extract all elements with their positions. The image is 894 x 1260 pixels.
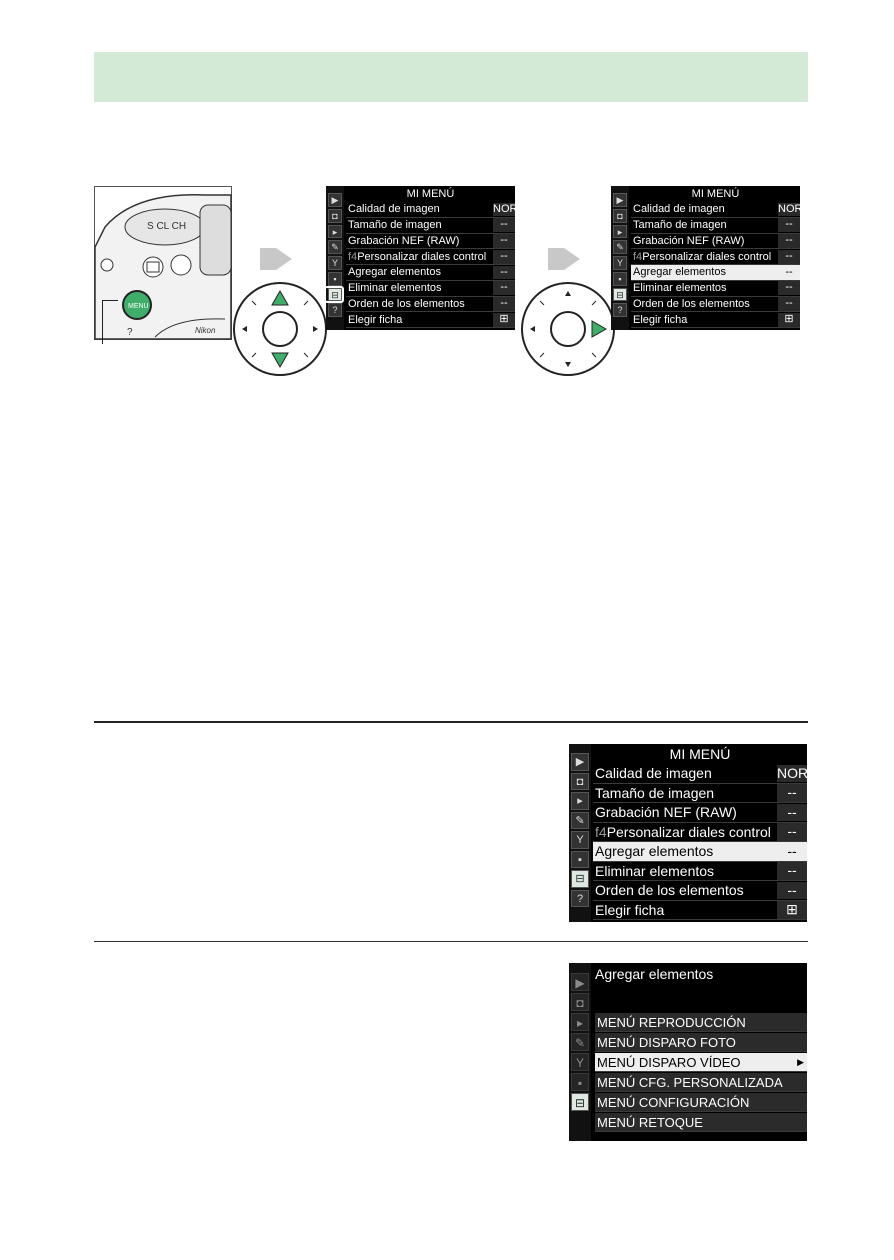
menu-item-value: NORM [777, 764, 820, 781]
menu-item-label: Calidad de imagen [595, 765, 712, 782]
menu-item-label: Grabación NEF (RAW) [595, 804, 737, 821]
submenu-item-label: MENÚ DISPARO VÍDEO [597, 1054, 741, 1070]
menu-item[interactable] [593, 862, 807, 882]
menu-title: Agregar elementos [595, 966, 714, 982]
camera-tab-icon[interactable]: ◘ [571, 773, 589, 791]
menu-item-value: ⊞ [493, 313, 515, 327]
wrench-tab-icon[interactable]: Y [571, 831, 589, 849]
section-header-band [94, 52, 808, 102]
callout-leader-line [102, 300, 103, 344]
menu-item[interactable] [631, 297, 800, 313]
movie-tab-icon[interactable]: ▸ [571, 1013, 589, 1031]
menu-item-label: Elegir ficha [633, 313, 688, 326]
submenu-item-label: MENÚ RETOQUE [597, 1114, 703, 1130]
mymenu-tab-icon[interactable]: ⊟ [328, 288, 342, 302]
movie-tab-icon[interactable]: ▸ [613, 225, 627, 239]
menu-item-value: -- [777, 882, 807, 900]
menu-item[interactable] [593, 764, 820, 784]
menu-item[interactable] [346, 234, 515, 250]
menu-item[interactable] [631, 312, 800, 328]
submenu-item[interactable] [595, 1073, 807, 1092]
submenu-item-label: MENÚ CFG. PERSONALIZADA [597, 1074, 783, 1090]
playback-tab-icon[interactable]: ▶ [328, 193, 342, 207]
section-divider [94, 941, 808, 942]
menu-item-value: -- [778, 250, 800, 264]
menu-tab-column [611, 186, 629, 330]
menu-item[interactable] [631, 218, 800, 234]
menu-item-value: NORM [778, 202, 812, 215]
menu-item-label: Eliminar elementos [348, 282, 442, 295]
menu-title: MI MENÚ [691, 188, 740, 200]
menu-tab-column [569, 963, 591, 1141]
chevron-right-icon: ▶ [797, 1056, 804, 1067]
camera-screen-my-menu-large [569, 744, 820, 922]
menu-item-label: Tamaño de imagen [595, 784, 715, 801]
submenu-item[interactable] [595, 1033, 807, 1052]
menu-item[interactable] [346, 312, 515, 328]
menu-tab-column [326, 186, 344, 330]
pencil-tab-icon[interactable]: ✎ [613, 240, 627, 254]
mymenu-tab-icon[interactable]: ⊟ [571, 1093, 589, 1111]
menu-item-label: Personalizar diales control [357, 250, 487, 263]
help-tab-icon[interactable]: ? [613, 303, 627, 317]
next-step-arrow-icon [258, 240, 294, 278]
wrench-tab-icon[interactable]: Y [571, 1053, 589, 1071]
menu-item-label: Calidad de imagen [348, 203, 440, 216]
movie-tab-icon[interactable]: ▸ [571, 792, 589, 810]
menu-item[interactable] [346, 281, 515, 297]
camera-screen-add-items [569, 963, 807, 1141]
retouch-tab-icon[interactable]: ▪ [328, 272, 342, 286]
menu-title: MI MENÚ [669, 746, 731, 762]
pencil-tab-icon[interactable]: ✎ [571, 812, 589, 830]
selected-tab-outline [324, 286, 344, 304]
menu-item-label: Orden de los elementos [595, 882, 744, 899]
camera-tab-icon[interactable]: ◘ [613, 209, 627, 223]
menu-item-label: Elegir ficha [348, 313, 403, 326]
retouch-tab-icon[interactable]: ▪ [571, 851, 589, 869]
submenu-item-label: MENÚ CONFIGURACIÓN [597, 1094, 750, 1110]
menu-item-label: Eliminar elementos [633, 282, 727, 295]
menu-item-label: Tamaño de imagen [633, 219, 727, 232]
next-step-arrow-icon [546, 240, 582, 278]
camera-screen-my-menu [326, 186, 527, 330]
menu-item-label: Orden de los elementos [348, 297, 465, 310]
submenu-item[interactable] [595, 1093, 807, 1112]
camera-body-illustration [94, 186, 232, 340]
mymenu-tab-icon[interactable]: ⊟ [613, 288, 627, 302]
help-tab-icon[interactable]: ? [571, 890, 589, 908]
multi-selector-right-icon [520, 281, 616, 377]
menu-item[interactable] [631, 265, 800, 281]
menu-item[interactable] [593, 803, 807, 823]
menu-item-value: -- [777, 843, 807, 861]
submenu-item-label: MENÚ DISPARO FOTO [597, 1034, 736, 1050]
menu-item[interactable] [593, 823, 807, 843]
camera-tab-icon[interactable]: ◘ [328, 209, 342, 223]
menu-item[interactable] [593, 881, 807, 901]
menu-item-label: Elegir ficha [595, 901, 665, 918]
menu-item-value: NORM [493, 202, 527, 215]
svg-text:S CL CH: S CL CH [147, 221, 187, 232]
menu-item[interactable] [346, 202, 527, 218]
menu-item-label: Tamaño de imagen [348, 219, 442, 232]
menu-item-value: -- [778, 297, 800, 311]
menu-item-label: Orden de los elementos [633, 297, 750, 310]
menu-item-value: -- [778, 234, 800, 248]
menu-item-value: -- [493, 266, 515, 280]
camera-brand-label: Nikon [195, 326, 216, 335]
menu-item[interactable] [346, 297, 515, 313]
menu-item-prefix: f4 [348, 250, 358, 263]
menu-item-value: -- [493, 218, 515, 232]
retouch-tab-icon[interactable]: ▪ [613, 272, 627, 286]
camera-screen-my-menu-highlighted [611, 186, 812, 330]
menu-item-label: Eliminar elementos [595, 862, 715, 879]
playback-tab-icon[interactable]: ▶ [613, 193, 627, 207]
pencil-tab-icon[interactable]: ✎ [571, 1033, 589, 1051]
menu-item-prefix: f4 [633, 250, 643, 263]
multi-selector-up-down-icon [232, 281, 328, 377]
menu-tab-column [569, 744, 591, 922]
camera-tab-icon[interactable]: ◘ [571, 993, 589, 1011]
menu-item-label: Agregar elementos [595, 843, 714, 860]
mymenu-tab-icon[interactable]: ⊟ [571, 870, 589, 888]
menu-item-value: -- [493, 281, 515, 295]
menu-item-value: -- [777, 862, 807, 880]
menu-item-label: Agregar elementos [348, 266, 441, 279]
menu-item-value: -- [493, 234, 515, 248]
menu-title: MI MENÚ [406, 188, 455, 200]
wrench-tab-icon[interactable]: Y [613, 256, 627, 270]
menu-item-label: Grabación NEF (RAW) [348, 234, 460, 247]
playback-tab-icon[interactable]: ▶ [571, 753, 589, 771]
menu-item[interactable] [631, 202, 812, 218]
menu-item[interactable] [631, 281, 800, 297]
menu-item-label: Personalizar diales control [606, 823, 771, 840]
menu-item-value: -- [778, 266, 800, 280]
callout-leader-tick [102, 300, 118, 301]
menu-item[interactable] [631, 249, 800, 265]
menu-item[interactable] [631, 234, 800, 250]
wrench-tab-icon[interactable]: Y [328, 256, 342, 270]
menu-item-label: Grabación NEF (RAW) [633, 234, 745, 247]
svg-text:?: ? [127, 327, 133, 338]
menu-item-value: ⊞ [778, 313, 800, 327]
menu-item[interactable] [593, 901, 807, 921]
submenu-item-label: MENÚ REPRODUCCIÓN [597, 1014, 746, 1030]
submenu-item[interactable] [595, 1113, 807, 1132]
help-tab-icon[interactable]: ? [328, 303, 342, 317]
menu-item-value: -- [777, 784, 807, 802]
menu-item-value: -- [493, 297, 515, 311]
movie-tab-icon[interactable]: ▸ [328, 225, 342, 239]
menu-item-value: -- [493, 250, 515, 264]
menu-item-prefix: f4 [595, 823, 607, 840]
menu-item[interactable] [346, 265, 515, 281]
camera-menu-button-label: MENU [128, 303, 149, 310]
retouch-tab-icon[interactable]: ▪ [571, 1073, 589, 1091]
menu-item-value: ⊞ [777, 901, 807, 919]
playback-tab-icon[interactable]: ▶ [571, 973, 589, 991]
menu-item[interactable] [593, 842, 807, 862]
menu-item-label: Agregar elementos [633, 266, 726, 279]
pencil-tab-icon[interactable]: ✎ [328, 240, 342, 254]
menu-item[interactable] [346, 249, 515, 265]
menu-item-label: Personalizar diales control [642, 250, 772, 263]
menu-item-value: -- [778, 218, 800, 232]
menu-item-value: -- [777, 804, 807, 822]
submenu-item[interactable] [595, 1053, 807, 1072]
menu-item-value: -- [777, 823, 807, 841]
menu-item[interactable] [346, 218, 515, 234]
menu-item[interactable] [593, 784, 807, 804]
menu-item-label: Calidad de imagen [633, 203, 725, 216]
menu-item-value: -- [778, 281, 800, 295]
submenu-item[interactable] [595, 1013, 807, 1032]
section-divider [94, 721, 808, 723]
